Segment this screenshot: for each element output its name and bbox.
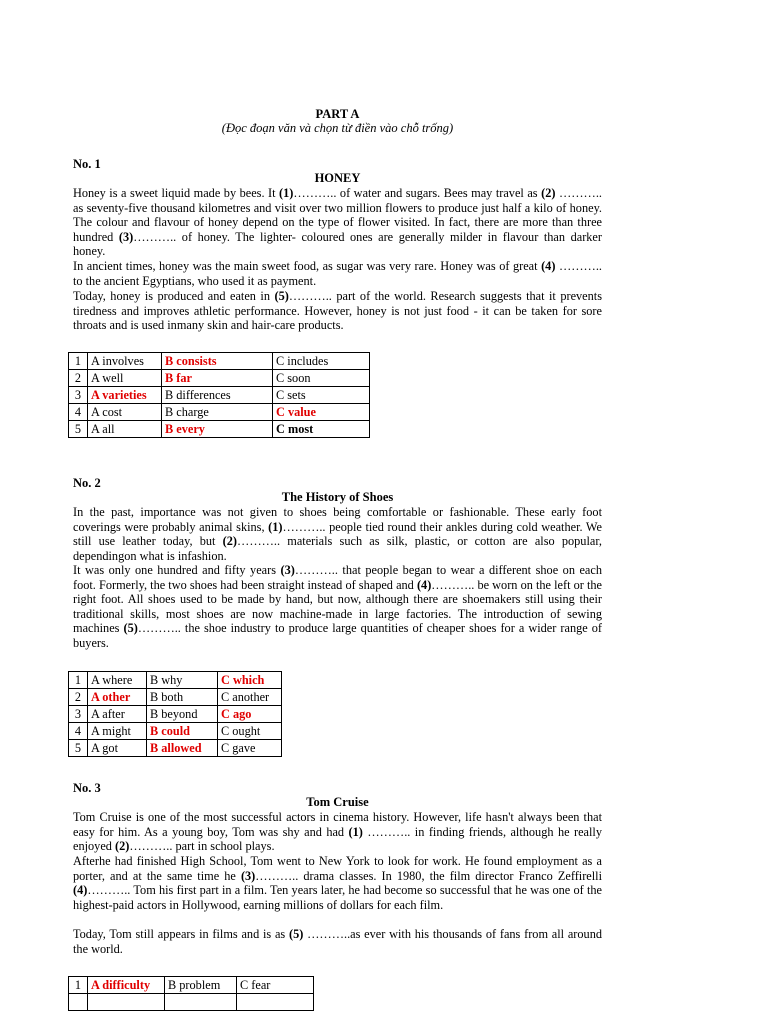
question-number: 4 <box>69 404 88 421</box>
question-number: 2 <box>69 370 88 387</box>
option-c: C another <box>218 689 282 706</box>
option-a: A varieties <box>88 387 162 404</box>
section-title: The History of Shoes <box>281 490 394 504</box>
section-label: No. 1 <box>73 157 101 171</box>
passage-paragraph: In ancient times, honey was the main sweet food, as sugar was very rare. Honey was of great (4) ……….. to the ancient Egyptians, who used it as payment. <box>73 259 602 288</box>
option-c: C gave <box>218 740 282 757</box>
answer-row <box>69 994 314 1011</box>
blank-number: (1) <box>348 824 363 839</box>
passage-paragraph: Afterhe had finished High School, Tom went to New York to look for work. He found employment as a porter, and at the same time he (3)……….. drama classes. In 1980, the film director Franco Zeffirelli (4)……….. Tom his first part in a film. Ten years later, he had become so successful that he was one of the highest-paid actors in Hollywood, earning millions of dollars for each film. <box>73 854 603 912</box>
question-number: 5 <box>69 421 88 438</box>
section-title: HONEY <box>314 171 361 185</box>
question-number: 3 <box>69 706 88 723</box>
blank-number: (5) <box>289 927 304 941</box>
option-b: B why <box>147 672 218 689</box>
section-title: Tom Cruise <box>306 795 369 809</box>
blank-number: (2) <box>541 186 556 200</box>
option-a: A cost <box>88 404 162 421</box>
option-a: A got <box>88 740 147 757</box>
answer-row <box>69 723 282 740</box>
option-a: A all <box>88 421 162 438</box>
question-number: 1 <box>69 353 88 370</box>
passage-paragraph: Honey is a sweet liquid made by bees. It (1)……….. of water and sugars. Bees may travel as (2) ……….. as seventy-five thousand kilometres and visit over two million flowers to produce just half a kilo of honey. The colour and flavour of honey depend on the type of flower visited. In fact, there are more than three hundred (3)……….. of honey. The lighter- coloured ones are generally milder in flavour than darker honey. <box>73 186 602 259</box>
answer-row <box>69 977 314 994</box>
section-label: No. 2 <box>73 476 101 490</box>
question-number: 2 <box>69 689 88 706</box>
blank-number: (3) <box>118 229 134 244</box>
blank-number: (2) <box>222 534 238 549</box>
option-a: A after <box>88 706 147 723</box>
option-c: C most <box>273 421 370 438</box>
passage-paragraph: In the past, importance was not given to shoes being comfortable or fashionable. These early foot coverings were probably animal skins, (1)……….. people tied round their ankles during cold weather. We still use leather today, but (2)……….. materials such as silk, plastic, or cotton are also popular, dependingon what is infashion. <box>73 505 602 563</box>
option-c: C soon <box>273 370 370 387</box>
option-b: B could <box>147 723 218 740</box>
blank-number: (5) <box>123 621 138 636</box>
question-number: 3 <box>69 387 88 404</box>
answer-row <box>69 353 370 370</box>
option-a: A might <box>88 723 147 740</box>
answer-row <box>69 672 282 689</box>
blank-number: (1) <box>268 519 283 534</box>
question-number: 1 <box>69 672 88 689</box>
option-c: C fear <box>237 977 314 994</box>
answer-row <box>69 404 370 421</box>
answer-table <box>68 352 370 438</box>
passage-paragraph: It was only one hundred and fifty years (3)……….. that people began to wear a different shoe on each foot. Formerly, the two shoes had been straight instead of shaped and (4)……….. be worn on the left or the right foot. All shoes used to be made by hand, but now, although there are shoemakers still using their traditional skills, most shoes are now machine-made in large factories. The introduction of sewing machines (5)……….. the shoe industry to produce large quantities of cheaper shoes for a wider range of buyers. <box>73 563 603 650</box>
blank-number: (4) <box>541 259 556 273</box>
option-c: C ought <box>218 723 282 740</box>
blank-number: (4) <box>73 883 88 898</box>
option-b <box>165 994 237 1011</box>
option-a: A involves <box>88 353 162 370</box>
question-number: 4 <box>69 723 88 740</box>
option-b: B allowed <box>147 740 218 757</box>
blank-number: (1) <box>279 186 294 200</box>
option-b: B charge <box>162 404 273 421</box>
option-c <box>237 994 314 1011</box>
blank-number: (4) <box>416 577 432 592</box>
option-a: A where <box>88 672 147 689</box>
answer-row <box>69 421 370 438</box>
blank-number: (3) <box>240 868 256 883</box>
option-b: B beyond <box>147 706 218 723</box>
passage-paragraph: Tom Cruise is one of the most successful actors in cinema history. However, life hasn't always been that easy for him. As a young boy, Tom was shy and had (1) ……….. in finding friends, although he really enjoyed (2)……….. part in school plays. <box>73 810 602 854</box>
option-c: C which <box>218 672 282 689</box>
option-a: A other <box>88 689 147 706</box>
answer-row <box>69 706 282 723</box>
answer-row <box>69 689 282 706</box>
option-c: C sets <box>273 387 370 404</box>
question-number: 1 <box>69 977 88 994</box>
option-a <box>88 994 165 1011</box>
blank-number: (2) <box>115 839 130 854</box>
option-a: A difficulty <box>88 977 165 994</box>
option-b: B problem <box>165 977 237 994</box>
part-instruction: (Đọc đoạn văn và chọn từ điền vào chỗ trống) <box>221 121 454 135</box>
answer-row <box>69 740 282 757</box>
blank-number: (3) <box>280 563 295 577</box>
option-c: C includes <box>273 353 370 370</box>
passage-paragraph: Today, Tom still appears in films and is as (5) ………..as ever with his thousands of fans from all around the world. <box>73 927 602 956</box>
blank-number: (5) <box>274 289 289 303</box>
answer-table <box>68 976 314 1011</box>
option-b: B both <box>147 689 218 706</box>
section-label: No. 3 <box>73 781 101 795</box>
question-number: 5 <box>69 740 88 757</box>
option-b: B every <box>162 421 273 438</box>
answer-row <box>69 370 370 387</box>
answer-table <box>68 671 282 757</box>
option-b: B far <box>162 370 273 387</box>
option-b: B differences <box>162 387 273 404</box>
answer-row <box>69 387 370 404</box>
option-a: A well <box>88 370 162 387</box>
option-c: C ago <box>218 706 282 723</box>
passage-paragraph: Today, honey is produced and eaten in (5)……….. part of the world. Research suggests that it prevents tiredness and improves athletic performance. However, honey is not just food - it can be taken for sore throats and is used inmany skin and hair-care products. <box>73 289 602 333</box>
option-b: B consists <box>162 353 273 370</box>
option-c: C value <box>273 404 370 421</box>
question-number <box>69 994 88 1011</box>
part-title: PART A <box>315 107 360 121</box>
